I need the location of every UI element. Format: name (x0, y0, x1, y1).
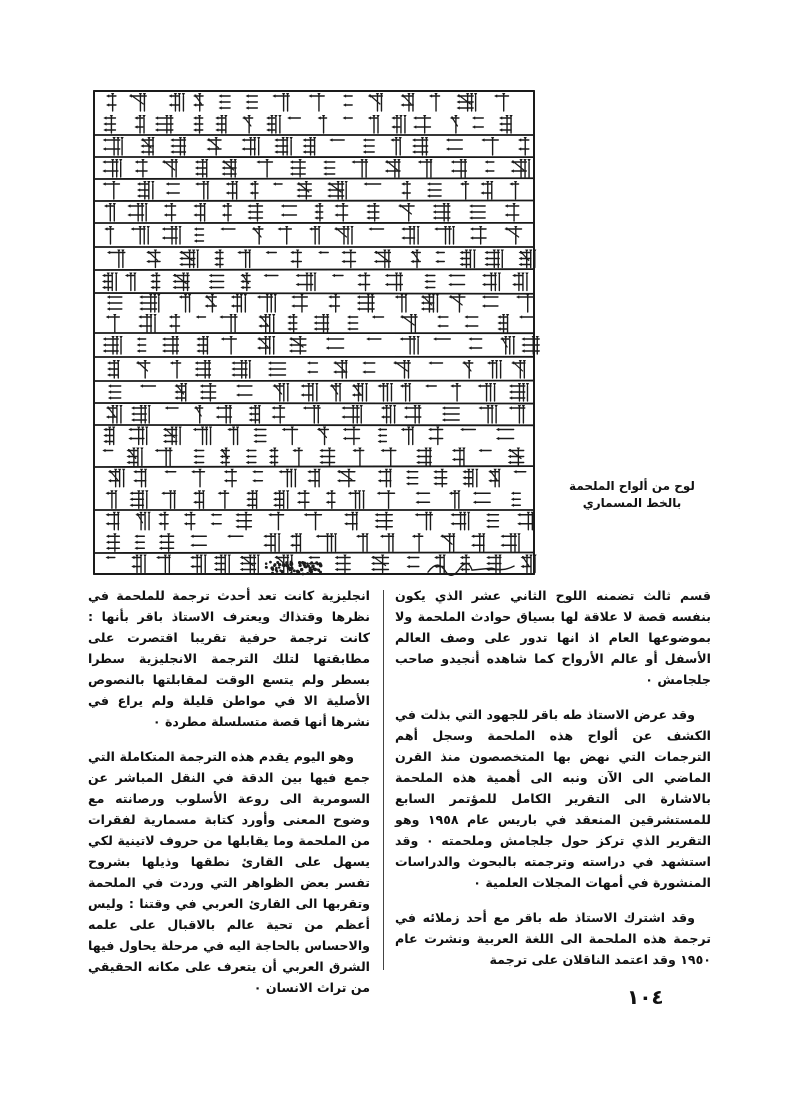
figure-caption-line-1: لوح من ألواح الملحمة (569, 479, 695, 493)
left-text-column (88, 585, 370, 998)
paragraph: قسم ثالث تضمنه اللوح الثاني عشر الذي يكون بنفسه قصة لا علاقة لها بسياق حوادث الملحمة ولا بموضوعها العام اذ انها تدور على وصف العالم الأسفل أو عالم الأرواح كما شاهده أنجيدو صاحب جلجامش ٠ (395, 588, 711, 687)
cuneiform-tablet-figure (88, 85, 540, 580)
paragraph: وقد اشترك الاستاذ طه باقر مع أحد زملائه في ترجمة هذه الملحمة الى اللغة العربية ونشرت عام ١٩٥٠ وقد اعتمد الناقلان على ترجمة (395, 910, 711, 967)
cuneiform-tablet-drawing (88, 85, 540, 580)
column-divider (383, 590, 384, 970)
paragraph: وقد عرض الاستاذ طه باقر للجهود التي بذلت في الكشف عن ألواح هذه الملحمة وسجل أهم الترجمات التي نهض بها المتخصصون منذ القرن الماضي الى الآن ونبه الى أهمية هذه الملحمة بالاشارة الى التقرير الكامل للمؤتمر السابع للمستشرقين المنعقد في باريس عام ١٩٥٨ وهو التقرير الذي تركز حول جلجامش وملحمته ٠ وقد استشهد في دراسته وترجمته بالبحوث والدراسات المنشورة في أمهات المجلات العلمية ٠ (395, 707, 712, 890)
figure-caption (552, 478, 712, 512)
right-text-column (395, 585, 711, 970)
figure-caption-line-2: بالخط المسماري (582, 496, 682, 510)
paragraph: وهو اليوم يقدم هذه الترجمة المتكاملة التي جمع فيها بين الدقة في النقل المباشر عن السومرية الى روعة الأسلوب ورصانته مع وضوح المعنى وأورد كتابة مسمارية لفقرات من الملحمة وما يقابلها من حروف لاتينية لكي يسهل على القارئ نطقها وذيلها بشروح تفسر بعض الظواهر التي وردت في الملحمة وتقربها الى القارئ العربي في وقتنا : وليس أعظم من تحية عالم بالاقبال على علمه والاحساس بالحاجة اليه في مرحلة يحاول فيها الشرق العربي أن يتعرف على مكانه الحقيقي من تراث الانسان ٠ (88, 749, 370, 995)
page-number: ١٠٤ (627, 985, 664, 1009)
paragraph: انجليزية كانت تعد أحدث ترجمة للملحمة في نظرها وقتذاك ويعترف الاستاذ باقر بأنها : كانت ترجمة حرفية تقريبا اقتصرت على مطابقتها لتلك الترجمة الانجليزية سطرا بسطر ولم يتسع الوقت لمقابلتها بالنصوص الأصلية الا في مواطن قليلة ولم يراع في نشرها أنها قصة متسلسلة مطردة ٠ (88, 588, 370, 729)
